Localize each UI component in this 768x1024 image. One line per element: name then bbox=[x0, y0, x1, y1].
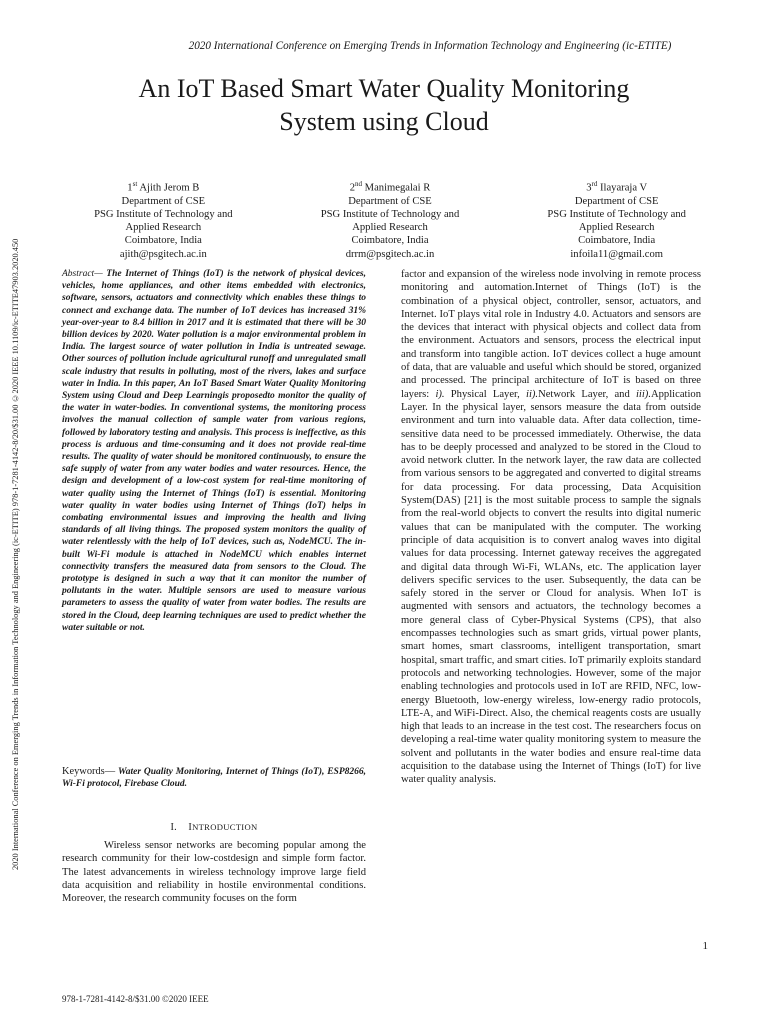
section-heading-introduction: I. INTRODUCTION bbox=[170, 822, 258, 833]
title-line-2: System using Cloud bbox=[279, 107, 489, 136]
right-column-text: factor and expansion of the wireless node involving in remote process monitoring and automation.Internet of Things (IoT) is the combination of a physical object, controller, sensor, actuators, and Internet. IoT plays vital role in Industry 4.0. Actuators and sensors are the devices that interact with physical objects and collect data from the environment. Actuators and sensors, process the electrical input and transform into tangible action. IoT devices collect a huge amount of data, that are valuable and useful which should be stored, organized and processed. The principal architecture of IoT is based on three layers: i). Physical Layer, ii).Network Layer, and iii).Application Layer. In the physical layer, sensors measure the data from outside environment and turn into valuable data. After data collection, time-sensitive data need to be processed immediately. Otherwise, the data has to be deeply processed and analyzed to be stored in the Cloud to avoid network clutter. In the network layer, the raw data are collected from various sensors to be aggregated and converted to digital streams for data processing. For data processing, Data Acquisition System(DAS) [21] is the most suitable process to sample the signals from the real-world objects to convert the results into digital numeric values that can be manipulated with the computer. The working principle of data acquisition is to convert analog waves into digital values for data processing. Internet gateway receives the aggregated and digital data through Wi-Fi, WLANs, etc. The application layer delivers specific services to the user. Subsequently, the data can be safely stored in the server or Cloud for analysis. When IoT is augmented with sensors and actuators, the technology becomes a more general class of Cyber-Physical Systems (CPS), that also encompasses technologies such as smart grids, virtual power plants, smart homes, smart classrooms, intelligent transportation, smart hospital, smart traffic, and smart cities. IoT primarily exploits standard protocols and networking technologies. However, some of the major enabling technologies and protocols used in IoT are RFID, NFC, low-energy Bluetooth, low-energy wireless, low-energy radio protocols, LTE-A, and WiFi-Direct. Also, the chemical reagents costs are usually high that leads to an increase in the test cost. The researchers focus on developing a real-time water quality monitoring system to measure the solvent and pollutants in the water bodies and ensure real-time data acquisition to the database using the Internet of Things (IoT) for live water quality analysis. bbox=[401, 269, 701, 786]
author-3 bbox=[503, 178, 730, 261]
author-inst: Applied Research bbox=[125, 222, 202, 234]
abstract-label: Abstract— bbox=[62, 269, 103, 279]
author-dept: Department of CSE bbox=[348, 195, 432, 207]
author-inst: PSG Institute of Technology and bbox=[94, 208, 233, 220]
author-inst: PSG Institute of Technology and bbox=[320, 208, 460, 220]
author-2 bbox=[277, 178, 504, 261]
author-dept: Department of CSE bbox=[574, 195, 659, 207]
author-inst: Applied Research bbox=[578, 222, 655, 234]
author-email: drrm@psgitech.ac.in bbox=[345, 248, 435, 260]
author-1 bbox=[50, 178, 277, 261]
keywords bbox=[62, 766, 366, 791]
author-city: Coimbatore, India bbox=[124, 235, 202, 247]
abstract-text: The Internet of Things (IoT) is the network of physical devices, vehicles, home appliances, and other items embedded with electronics, software, sensors, actuators and connectivity which enables these things to connect and exchange data. The number of IoT devices has increased 31% year-over-year to 8.4 billion in 2017 and it is estimated that there will be 30 billion devices by 2020. Water pollution is a major environmental problem in India. The largest source of water pollution in India is untreated sewage. Other sources of pollution include agricultural runoff and unregulated small scale industry that results in polluting, most of the rivers, lakes and surface water in India. In this paper, An IoT Based Smart Water Quality Monitoring System using Cloud and Deep Learningis proposedto monitor the quality of the water in water-bodies. In conventional systems, the monitoring process involves the manual collection of sample water from various regions, followed by laboratory testing and analysis. This process is ineffective, as this process is arduous and time-consuming and it does not provide real-time results. The quality of water should be monitored continuously, to ensure the safe supply of water from any water bodies and water resources. Hence, the design and development of a low-cost system for real-time monitoring of water quality using the Internet of Things (IoT) is essential. Monitoring water quality in water bodies using Internet of Things (IoT) helps in combating environmental issues and improving the health and living standards of all living things. The proposed system monitors the quality of water relentlessly with the help of IoT devices, such as, NodeMCU. The in-built Wi-Fi module is attached in NodeMCU which enables internet connectivity transfers the measured data from sensors to the Cloud. The prototype is designed in such a way that it can monitor the number of pollutants in the water. Multiple sensors are used to measure various parameters to assess the quality of water from water bodies. The results are stored in the Cloud, deep learning techniques are used to predict whether the water suitable or not. bbox=[62, 269, 366, 633]
author-inst: PSG Institute of Technology and bbox=[547, 208, 686, 220]
keywords-label: Keywords— bbox=[62, 766, 116, 777]
abstract-column bbox=[62, 268, 366, 634]
author-name: 1st Ajith Jerom B bbox=[127, 180, 200, 194]
keywords-text: Water Quality Monitoring, Internet of Things (IoT), ESP8266, Wi-Fi protocol, Firebase Cloud. bbox=[62, 767, 367, 790]
author-city: Coimbatore, India bbox=[351, 235, 429, 247]
side-identifier-strip: 2020 International Conference on Emerging Trends in Information Technology and Engineering (ic-ETITE) 978-1-7281-4142-8/20/$31.00 ©2020 IEEE 10.1109/ic-ETITE47903.2020.450 bbox=[11, 238, 20, 870]
author-email: ajith@psgitech.ac.in bbox=[119, 248, 207, 260]
abstract bbox=[62, 268, 366, 634]
author-name: 2nd Manimegalai R bbox=[349, 180, 431, 194]
author-name: 3rd Ilayaraja V bbox=[586, 180, 648, 194]
copyright-footer: 978-1-7281-4142-8/$31.00 ©2020 IEEE bbox=[62, 994, 209, 1004]
author-dept: Department of CSE bbox=[121, 195, 206, 207]
page-number: 1 bbox=[702, 940, 708, 952]
conference-header: 2020 International Conference on Emerging Trends in Information Technology and Engineering (ic-ETITE) bbox=[188, 40, 672, 52]
title-line-1: An IoT Based Smart Water Quality Monitoring bbox=[138, 74, 630, 103]
intro-paragraph: Wireless sensor networks are becoming popular among the research community for their low-costdesign and simple form factor. The latest advancements in wireless technology improve large field data acquisition and reliability in hostile environmental conditions. Moreover, the research community focuses on the form bbox=[62, 840, 366, 905]
author-inst: Applied Research bbox=[352, 222, 428, 234]
author-city: Coimbatore, India bbox=[578, 235, 656, 247]
author-email: infoila11@gmail.com bbox=[570, 248, 663, 260]
author-block bbox=[50, 178, 730, 261]
paper-title bbox=[40, 72, 728, 138]
